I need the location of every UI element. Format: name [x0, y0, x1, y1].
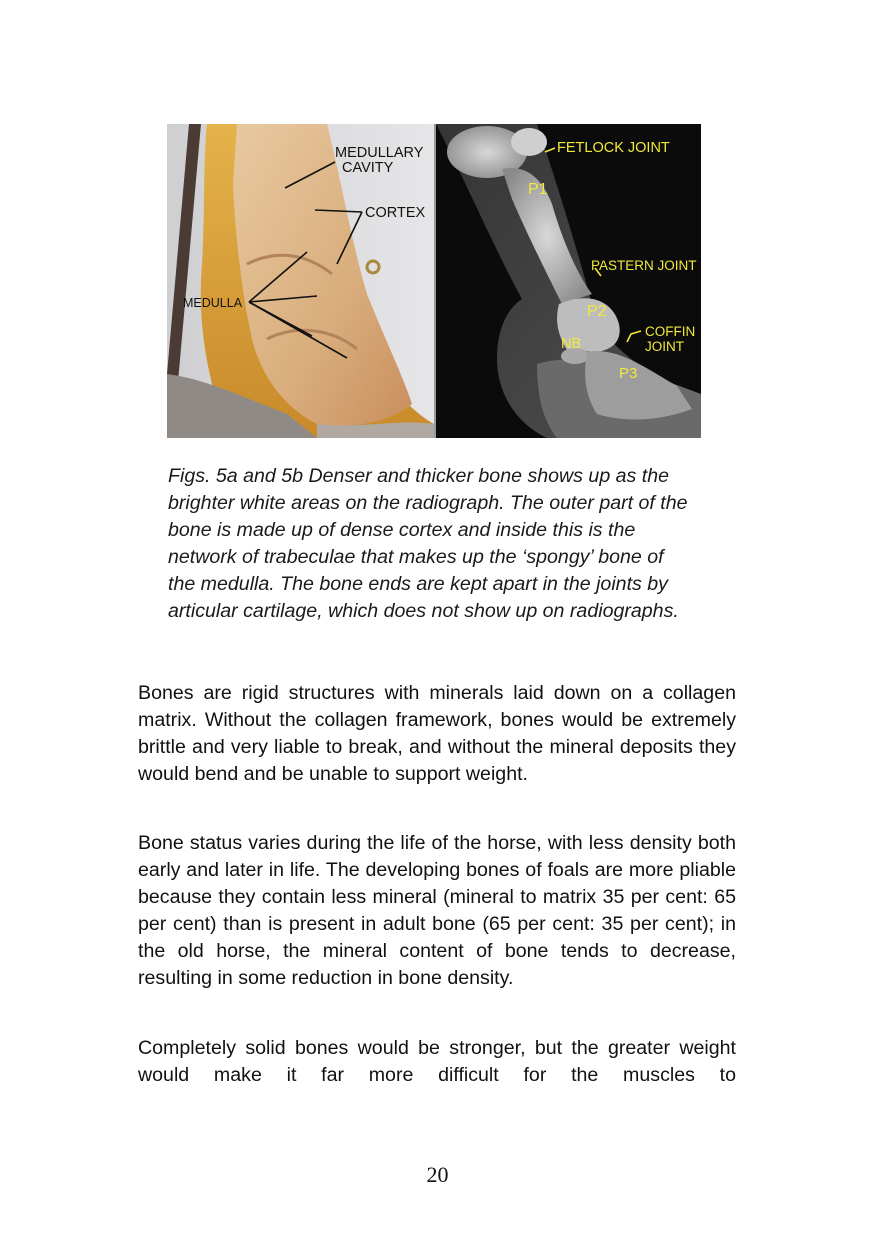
page-number: 20: [426, 1162, 449, 1187]
label-joint: JOINT: [645, 339, 684, 354]
paragraph-3: Completely solid bones would be stronger, but the greater weight would make it far more difficult for the muscles to: [138, 1037, 736, 1086]
label-medulla: MEDULLA: [183, 296, 243, 310]
anatomy-photo: [167, 124, 434, 438]
figure-5a-5b: [167, 124, 701, 438]
label-medullary: MEDULLARY: [335, 145, 424, 161]
label-coffin: COFFIN: [645, 324, 696, 339]
figure-image: [167, 124, 701, 438]
label-cortex: CORTEX: [365, 205, 426, 221]
paragraph-2: Bone status varies during the life of the horse, with less density both early and later in life. The developing bones of foals are more pliable because they contain less mineral (mineral to matrix 35 per cent: 65 per cent) than is present in adult bone (65 per cent: 35 per cent); in the old horse, the mineral content of bone tends to decrease, resulting in some reduction in bone density.: [138, 832, 736, 989]
figure-caption: Figs. 5a and 5b Denser and thicker bone shows up as the brighter white areas on the radiograph. The outer part of the bone is made up of dense cortex and inside this is the network of trabeculae that makes up the ‘spongy’ bone of the medulla. The bone ends are kept apart in the joints by articular cartilage, which does not show up on radiographs.: [168, 465, 688, 622]
label-p2: P2: [587, 303, 607, 320]
label-p1: P1: [528, 181, 548, 198]
label-cavity: CAVITY: [342, 160, 394, 176]
label-pastern-joint: PASTERN JOINT: [591, 258, 697, 273]
radiograph: [436, 124, 701, 438]
paragraph-1: Bones are rigid structures with minerals laid down on a collagen matrix. Without the collagen framework, bones would be extremely brittle and very liable to break, and without the mineral deposits they would bend and be unable to support weight.: [138, 682, 736, 785]
label-p3: P3: [619, 365, 638, 382]
label-fetlock-joint: FETLOCK JOINT: [557, 140, 670, 156]
label-nb: NB: [561, 336, 582, 352]
